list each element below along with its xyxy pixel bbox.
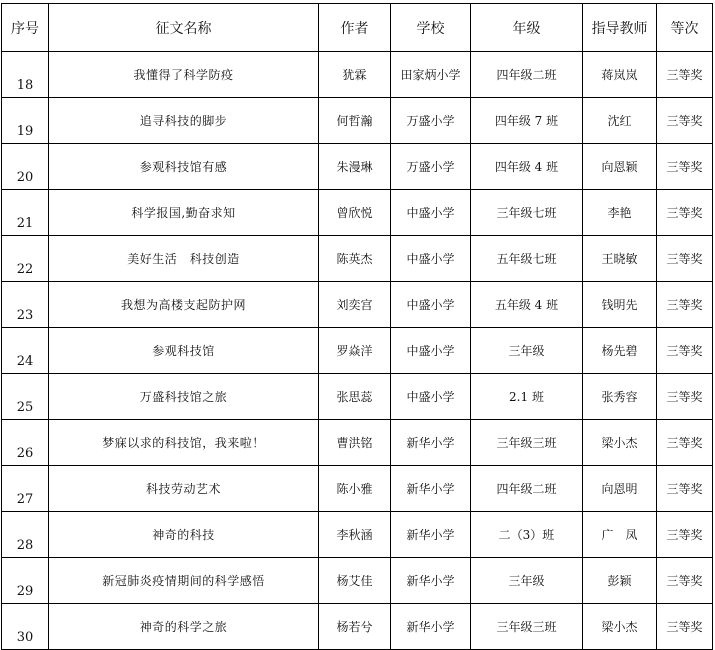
author-cell: 刘奕宫 [319, 282, 391, 328]
teacher-cell: 李艳 [583, 190, 657, 236]
grade-cell: 二（3）班 [471, 512, 583, 558]
header-number: 序号 [2, 4, 49, 52]
teacher-cell: 沈红 [583, 98, 657, 144]
header-award: 等次 [657, 4, 713, 52]
header-teacher: 指导教师 [583, 4, 657, 52]
number-cell: 19 [2, 98, 49, 144]
table-row [2, 282, 713, 328]
number-cell: 21 [2, 190, 49, 236]
teacher-cell: 彭颖 [583, 558, 657, 604]
school-cell: 田家炳小学 [391, 52, 471, 98]
table-row [2, 420, 713, 466]
school-cell: 中盛小学 [391, 190, 471, 236]
table-row [2, 558, 713, 604]
title-cell: 神奇的科技 [49, 512, 319, 558]
teacher-cell: 蒋岚岚 [583, 52, 657, 98]
number-cell: 27 [2, 466, 49, 512]
author-cell: 何哲瀚 [319, 98, 391, 144]
table-row [2, 328, 713, 374]
number-cell: 23 [2, 282, 49, 328]
author-cell: 杨艾佳 [319, 558, 391, 604]
table-row [2, 604, 713, 650]
number-cell: 18 [2, 52, 49, 98]
author-cell: 杨若兮 [319, 604, 391, 650]
school-cell: 新华小学 [391, 420, 471, 466]
title-cell: 我想为高楼支起防护网 [49, 282, 319, 328]
title-cell: 美好生活 科技创造 [49, 236, 319, 282]
award-cell: 三等奖 [657, 144, 713, 190]
table-row [2, 466, 713, 512]
grade-cell: 四年级 7 班 [471, 98, 583, 144]
author-cell: 李秋涵 [319, 512, 391, 558]
number-cell: 26 [2, 420, 49, 466]
award-cell: 三等奖 [657, 558, 713, 604]
school-cell: 中盛小学 [391, 236, 471, 282]
grade-cell: 四年级 4 班 [471, 144, 583, 190]
award-cell: 三等奖 [657, 52, 713, 98]
award-cell: 三等奖 [657, 420, 713, 466]
title-cell: 我懂得了科学防疫 [49, 52, 319, 98]
header-author: 作者 [319, 4, 391, 52]
award-table [1, 3, 713, 650]
number-cell: 29 [2, 558, 49, 604]
author-cell: 陈小雅 [319, 466, 391, 512]
school-cell: 中盛小学 [391, 328, 471, 374]
title-cell: 万盛科技馆之旅 [49, 374, 319, 420]
table-row [2, 374, 713, 420]
number-cell: 30 [2, 604, 49, 650]
school-cell: 中盛小学 [391, 282, 471, 328]
teacher-cell: 王晓敏 [583, 236, 657, 282]
award-cell: 三等奖 [657, 466, 713, 512]
grade-cell: 四年级二班 [471, 466, 583, 512]
award-cell: 三等奖 [657, 236, 713, 282]
grade-cell: 三年级七班 [471, 190, 583, 236]
award-cell: 三等奖 [657, 512, 713, 558]
author-cell: 曹洪铭 [319, 420, 391, 466]
table-body [2, 52, 713, 650]
table-row [2, 144, 713, 190]
header-grade: 年级 [471, 4, 583, 52]
table-row [2, 52, 713, 98]
teacher-cell: 梁小杰 [583, 420, 657, 466]
teacher-cell: 梁小杰 [583, 604, 657, 650]
grade-cell: 三年级三班 [471, 420, 583, 466]
school-cell: 新华小学 [391, 558, 471, 604]
teacher-cell: 向恩颖 [583, 144, 657, 190]
table-row [2, 98, 713, 144]
grade-cell: 五年级 4 班 [471, 282, 583, 328]
title-cell: 科技劳动艺术 [49, 466, 319, 512]
school-cell: 新华小学 [391, 604, 471, 650]
title-cell: 追寻科技的脚步 [49, 98, 319, 144]
grade-cell: 三年级三班 [471, 604, 583, 650]
number-cell: 25 [2, 374, 49, 420]
table-row [2, 190, 713, 236]
teacher-cell: 杨先碧 [583, 328, 657, 374]
school-cell: 新华小学 [391, 466, 471, 512]
title-cell: 梦寐以求的科技馆，我来啦！ [49, 420, 319, 466]
grade-cell: 五年级七班 [471, 236, 583, 282]
award-cell: 三等奖 [657, 374, 713, 420]
number-cell: 22 [2, 236, 49, 282]
award-cell: 三等奖 [657, 190, 713, 236]
title-cell: 参观科技馆有感 [49, 144, 319, 190]
grade-cell: 四年级二班 [471, 52, 583, 98]
number-cell: 24 [2, 328, 49, 374]
teacher-cell: 向恩明 [583, 466, 657, 512]
author-cell: 曾欣悦 [319, 190, 391, 236]
school-cell: 万盛小学 [391, 98, 471, 144]
school-cell: 中盛小学 [391, 374, 471, 420]
number-cell: 28 [2, 512, 49, 558]
table-row [2, 512, 713, 558]
award-cell: 三等奖 [657, 282, 713, 328]
title-cell: 参观科技馆 [49, 328, 319, 374]
school-cell: 万盛小学 [391, 144, 471, 190]
table-row [2, 236, 713, 282]
award-cell: 三等奖 [657, 604, 713, 650]
author-cell: 罗焱洋 [319, 328, 391, 374]
school-cell: 新华小学 [391, 512, 471, 558]
header-school: 学校 [391, 4, 471, 52]
header-title: 征文名称 [49, 4, 319, 52]
title-cell: 神奇的科学之旅 [49, 604, 319, 650]
author-cell: 犹霖 [319, 52, 391, 98]
title-cell: 新冠肺炎疫情期间的科学感悟 [49, 558, 319, 604]
grade-cell: 三年级 [471, 328, 583, 374]
grade-cell: 三年级 [471, 558, 583, 604]
grade-cell: 2.1 班 [471, 374, 583, 420]
title-cell: 科学报国,勤奋求知 [49, 190, 319, 236]
teacher-cell: 钱明先 [583, 282, 657, 328]
award-cell: 三等奖 [657, 328, 713, 374]
teacher-cell: 张秀容 [583, 374, 657, 420]
number-cell: 20 [2, 144, 49, 190]
author-cell: 陈英杰 [319, 236, 391, 282]
author-cell: 朱漫琳 [319, 144, 391, 190]
author-cell: 张思蕊 [319, 374, 391, 420]
teacher-cell: 广 凤 [583, 512, 657, 558]
header-row [2, 4, 713, 52]
award-cell: 三等奖 [657, 98, 713, 144]
